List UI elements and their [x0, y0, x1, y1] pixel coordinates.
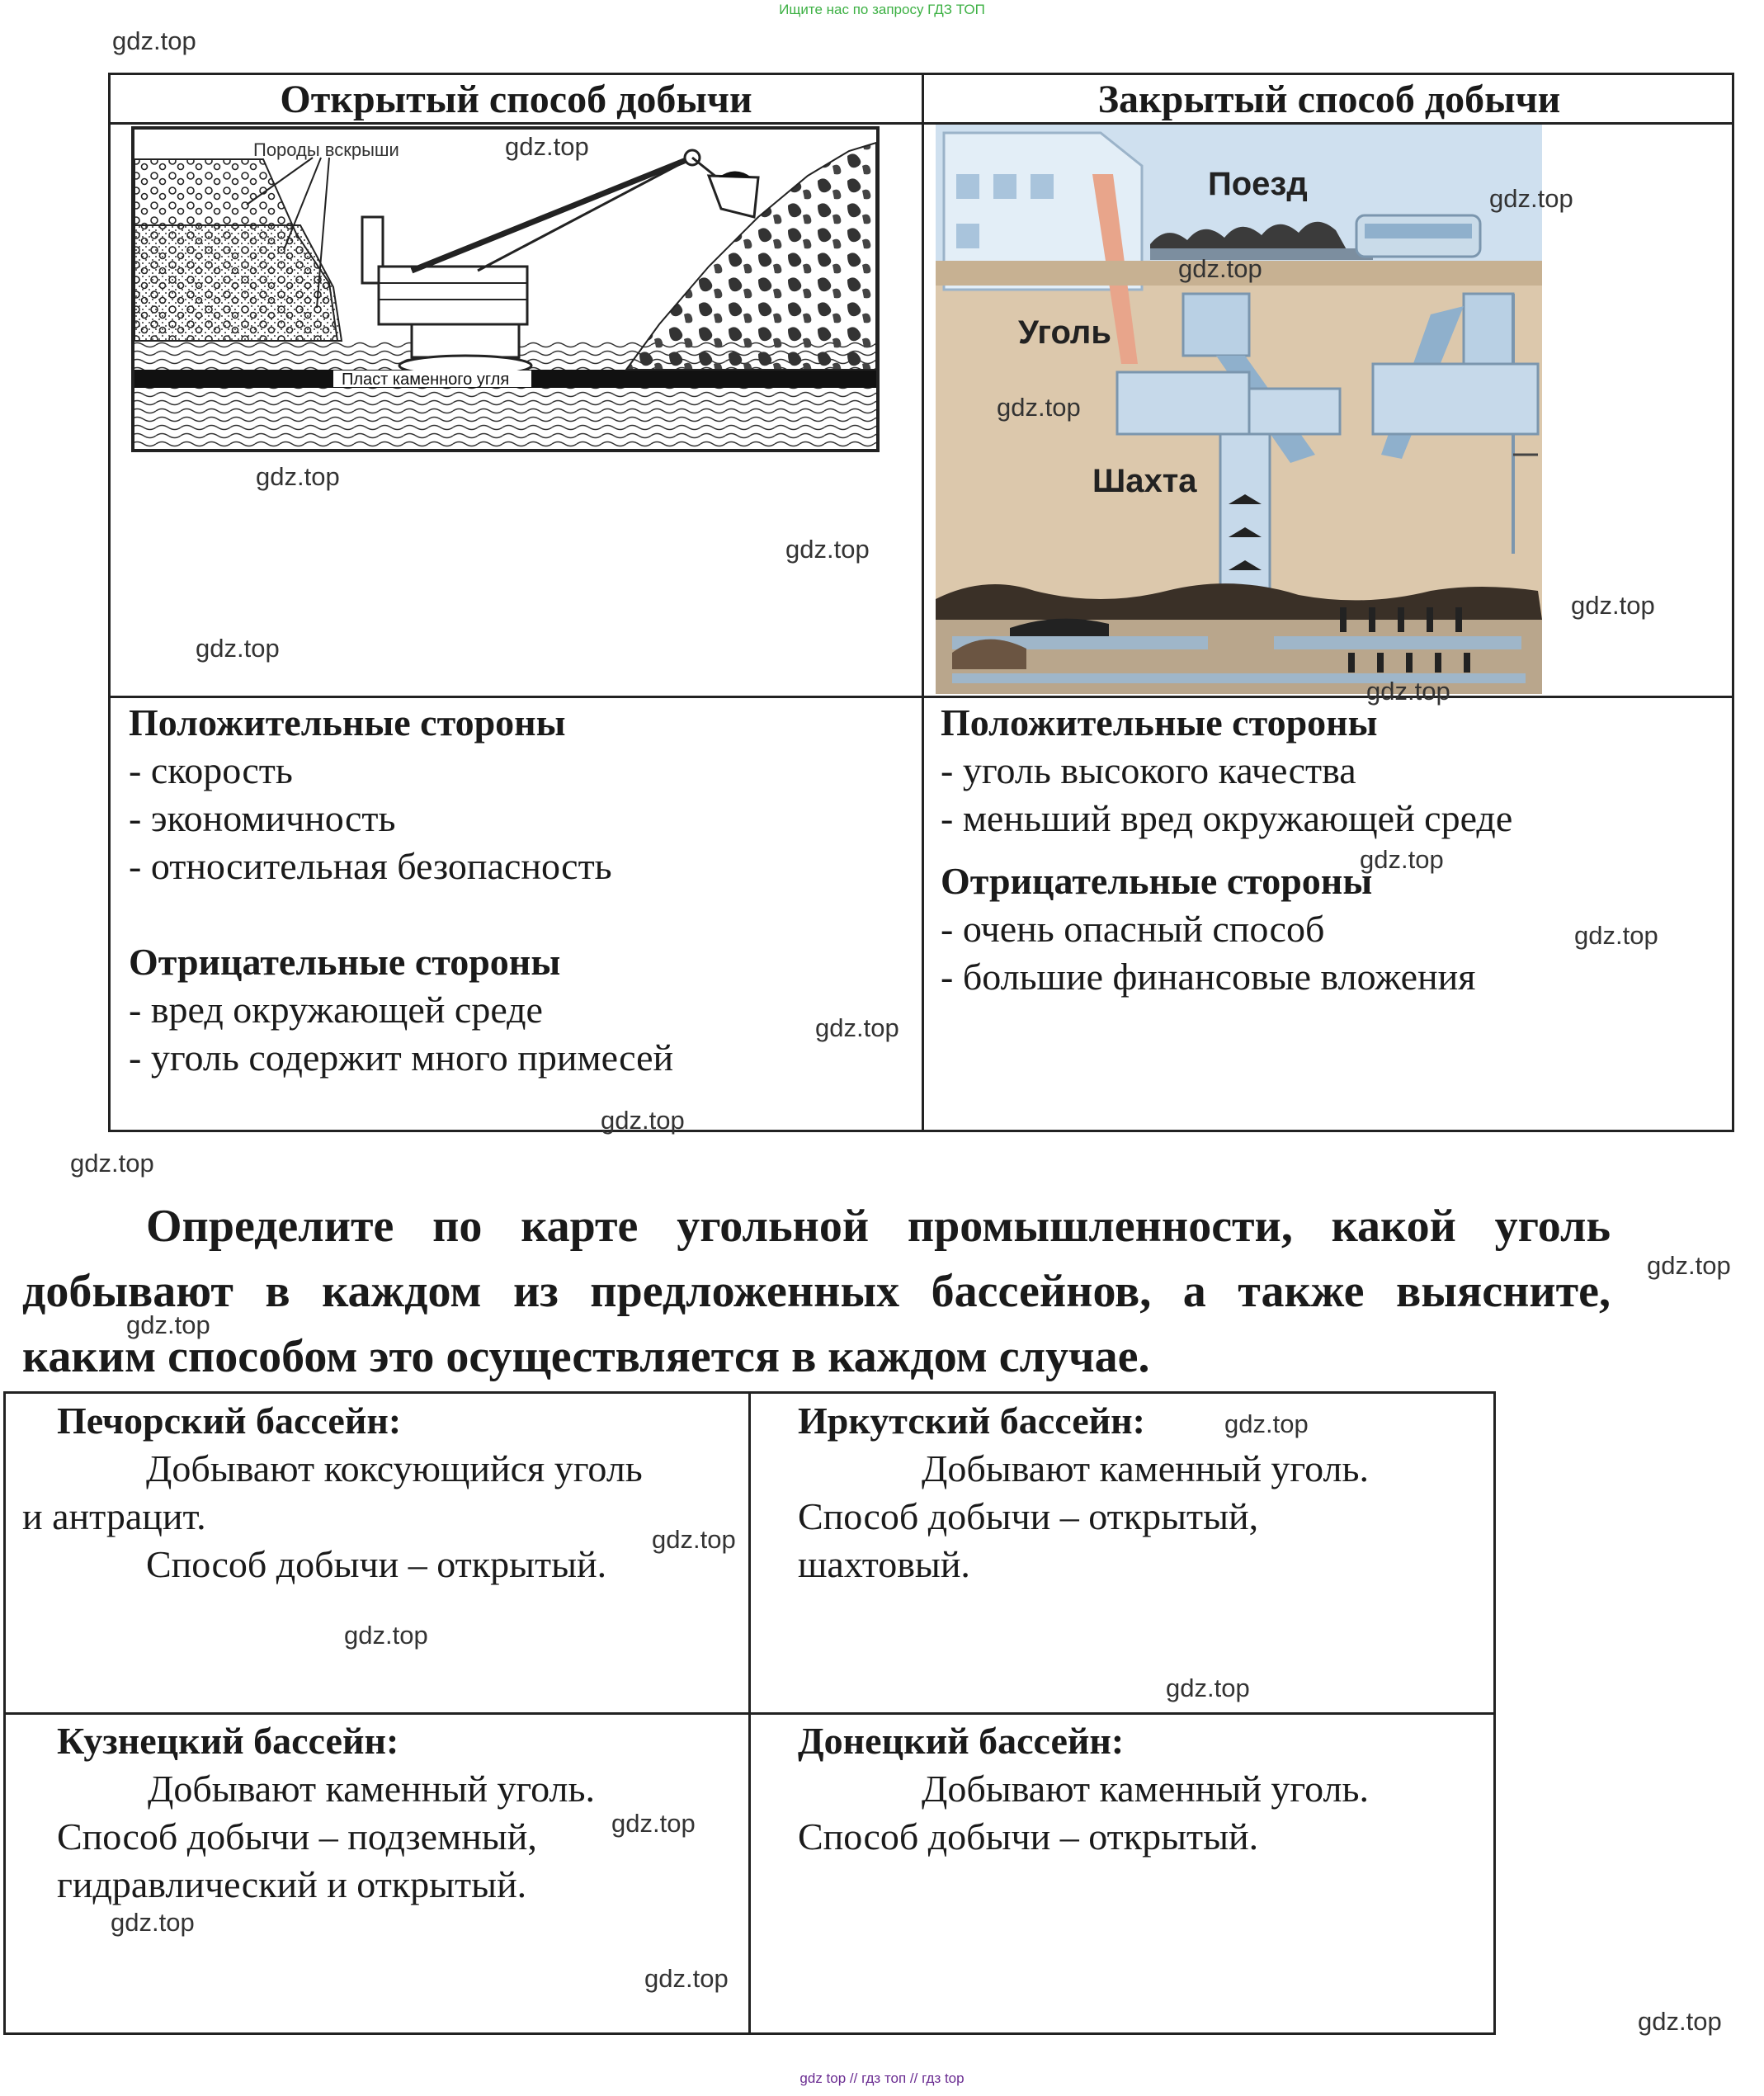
watermark: gdz.top — [785, 535, 870, 564]
con-item: - вред окружающей среде — [129, 989, 543, 1031]
question-line: каким способом это осуществляется в каждом случае. — [22, 1331, 1150, 1382]
watermark: gdz.top — [196, 634, 280, 663]
negative-title: Отрицательные стороны — [129, 941, 561, 983]
closed-method-pros-cons — [941, 699, 1716, 1001]
watermark: gdz.top — [70, 1149, 154, 1178]
basin-irkutsk — [798, 1397, 1491, 1589]
question-line: Определите по карте угольной промышленности, какой уголь — [146, 1201, 1611, 1252]
watermark: gdz.top — [1574, 921, 1658, 950]
basin-text: Добывают коксующийся уголь — [146, 1447, 643, 1489]
basin-title: Донецкий бассейн: — [798, 1720, 1125, 1762]
pro-item: - относительная безопасность — [129, 845, 612, 887]
positive-title: Положительные стороны — [129, 701, 566, 744]
basin-text: Способ добычи – открытый. — [798, 1815, 1259, 1858]
question-line: добывают в каждом из предложенных бассейнов, а также выясните, — [22, 1266, 1611, 1317]
watermark: gdz.top — [126, 1310, 210, 1339]
con-item: - уголь содержит много примесей — [129, 1036, 674, 1079]
closed-method-header: Закрытый способ добычи — [1097, 78, 1561, 121]
open-pit-illustration — [131, 126, 880, 452]
basin-title: Кузнецкий бассейн: — [57, 1720, 399, 1762]
mining-methods-table — [108, 73, 1734, 1132]
bottom-note: gdz top // гдз топ // гдз top — [799, 2070, 965, 2086]
watermark: gdz.top — [1647, 1251, 1731, 1280]
watermark: gdz.top — [1366, 677, 1450, 706]
pro-item: - меньший вред окружающей среде — [941, 797, 1513, 839]
con-item: - очень опасный способ — [941, 908, 1325, 950]
basin-text: Способ добычи – открытый, — [798, 1495, 1259, 1537]
con-item: - большие финансовые вложения — [941, 956, 1476, 998]
task-question — [22, 1194, 1611, 1390]
watermark: gdz.top — [1178, 254, 1262, 283]
mine-shaft-label: Шахта — [1092, 463, 1197, 499]
watermark: gdz.top — [344, 1621, 428, 1650]
watermark: gdz.top — [652, 1525, 736, 1554]
watermark: gdz.top — [112, 26, 196, 55]
watermark: gdz.top — [815, 1013, 899, 1042]
basin-donetsk — [798, 1717, 1491, 1861]
open-method-pros-cons — [129, 699, 896, 1082]
watermark: gdz.top — [505, 132, 589, 161]
basin-text: гидравлический и открытый. — [57, 1863, 527, 1905]
basin-title: Иркутский бассейн: — [798, 1400, 1145, 1442]
negative-title: Отрицательные стороны — [941, 860, 1373, 902]
positive-title: Положительные стороны — [941, 701, 1378, 744]
watermark: gdz.top — [1166, 1673, 1250, 1702]
table-divider — [111, 696, 1732, 698]
watermark: gdz.top — [256, 462, 340, 491]
basin-text: Способ добычи – подземный, — [57, 1815, 537, 1858]
basin-text: Добывают каменный уголь. — [922, 1768, 1369, 1810]
watermark: gdz.top — [111, 1908, 195, 1937]
watermark: gdz.top — [1224, 1409, 1309, 1438]
coal-basins-table — [3, 1391, 1496, 2035]
watermark: gdz.top — [997, 393, 1081, 422]
pro-item: - уголь высокого качества — [941, 749, 1356, 791]
watermark: gdz.top — [1571, 591, 1655, 620]
watermark: gdz.top — [611, 1809, 696, 1838]
open-method-header: Открытый способ добычи — [280, 78, 752, 121]
pro-item: - экономичность — [129, 797, 396, 839]
overburden-label: Породы вскрыши — [253, 139, 399, 160]
watermark: gdz.top — [1638, 2007, 1722, 2036]
watermark: gdz.top — [1489, 184, 1573, 213]
basin-text: Добывают каменный уголь. — [922, 1447, 1369, 1489]
table-divider — [922, 75, 924, 1130]
watermark: gdz.top — [644, 1964, 729, 1993]
basin-title: Печорский бассейн: — [57, 1400, 402, 1442]
watermark: gdz.top — [601, 1106, 685, 1135]
basin-text: Добывают каменный уголь. — [148, 1768, 595, 1810]
basin-text: Способ добычи – открытый. — [146, 1543, 607, 1585]
top-note: Ищите нас по запросу ГДЗ ТОП — [779, 2, 985, 17]
train-label: Поезд — [1208, 166, 1308, 202]
basin-pechora — [22, 1397, 732, 1589]
basin-text: шахтовый. — [798, 1543, 970, 1585]
watermark: gdz.top — [1360, 845, 1444, 874]
coal-seam-label: Пласт каменного угля — [342, 371, 510, 389]
table-divider — [6, 1712, 1493, 1715]
pro-item: - скорость — [129, 749, 293, 791]
coal-label: Уголь — [1018, 314, 1111, 351]
basin-text: и антрацит. — [22, 1495, 206, 1537]
